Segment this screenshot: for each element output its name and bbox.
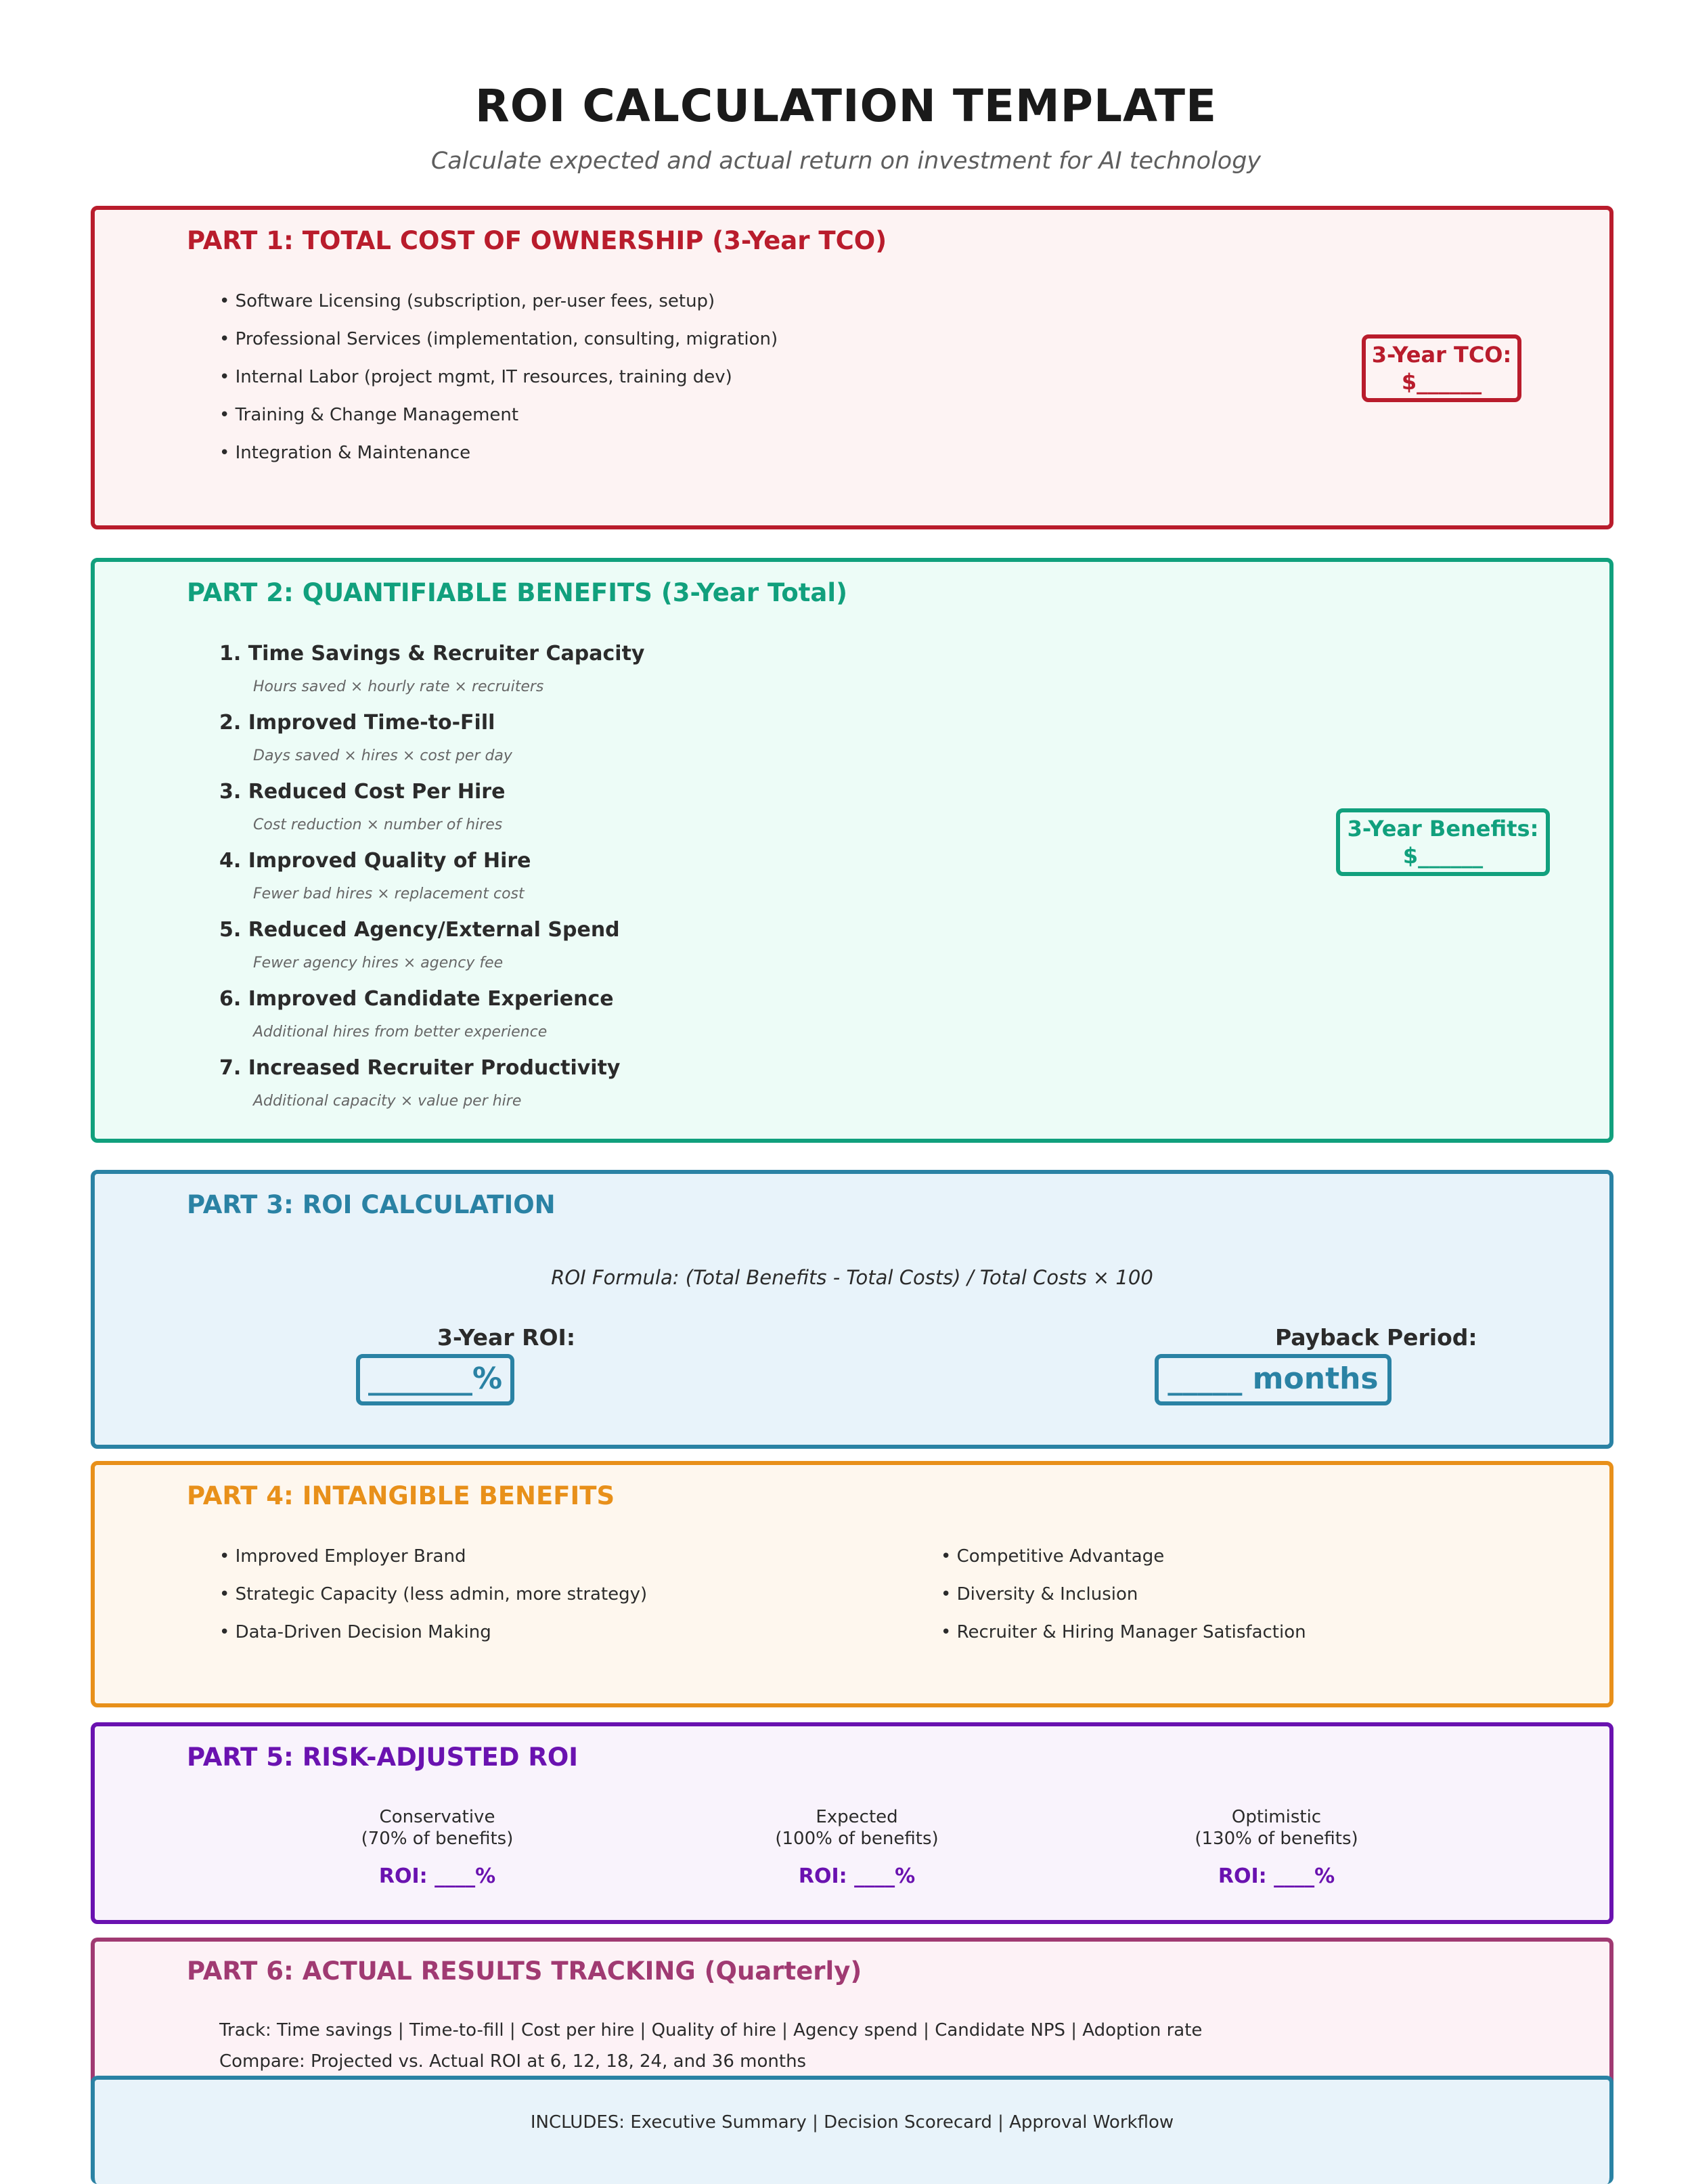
page-title: ROI CALCULATION TEMPLATE	[474, 80, 1218, 132]
benefits-total-value: $______	[1402, 843, 1484, 869]
scenario-name: Conservative	[379, 1807, 495, 1827]
part1-tco-panel	[91, 206, 1613, 529]
scenario-roi[interactable]: ROI: ____%	[1218, 1864, 1335, 1888]
benefit-formula: Days saved × hires × cost per day	[253, 747, 512, 764]
tracking-compare: Compare: Projected vs. Actual ROI at 6, 12, 18, 24, and 36 months	[219, 2051, 807, 2072]
roi-value-field[interactable]: _______%	[356, 1354, 514, 1405]
scenario-expected	[735, 1806, 979, 1850]
part5-title: PART 5: RISK-ADJUSTED ROI	[187, 1743, 579, 1772]
part6-title: PART 6: ACTUAL RESULTS TRACKING (Quarterly)	[187, 1957, 862, 1986]
tco-total-value: $______	[1401, 369, 1482, 395]
benefit-title: 1. Time Savings & Recruiter Capacity	[219, 642, 645, 665]
scenario-name: Optimistic	[1231, 1807, 1322, 1827]
tco-total-label: 3-Year TCO:	[1371, 342, 1512, 368]
benefits-total-label: 3-Year Benefits:	[1347, 816, 1539, 842]
benefit-title: 4. Improved Quality of Hire	[219, 849, 531, 873]
scenario-pct: (130% of benefits)	[1195, 1829, 1358, 1849]
benefit-formula: Additional capacity × value per hire	[253, 1093, 522, 1110]
benefit-formula: Hours saved × hourly rate × recruiters	[253, 678, 544, 695]
intangible-item: • Competitive Advantage	[941, 1546, 1165, 1567]
benefit-title: 3. Reduced Cost Per Hire	[219, 780, 506, 804]
intangible-item: • Diversity & Inclusion	[941, 1584, 1138, 1604]
scenario-pct: (100% of benefits)	[775, 1829, 939, 1849]
part5-risk-panel	[91, 1722, 1613, 1924]
scenario-roi[interactable]: ROI: ____%	[378, 1864, 496, 1888]
part2-title: PART 2: QUANTIFIABLE BENEFITS (3-Year Total)	[187, 578, 847, 607]
benefit-formula: Fewer bad hires × replacement cost	[253, 886, 525, 902]
tco-item: • Professional Services (implementation, consulting, migration)	[219, 329, 778, 349]
part4-title: PART 4: INTANGIBLE BENEFITS	[187, 1481, 615, 1510]
tracking-metrics: Track: Time savings | Time-to-fill | Cost per hire | Quality of hire | Agency spend | Candidate NPS | Adoption rate	[219, 2020, 1203, 2040]
intangible-item: • Strategic Capacity (less admin, more strategy)	[219, 1584, 648, 1604]
part3-roi-panel	[91, 1170, 1613, 1449]
tco-item: • Internal Labor (project mgmt, IT resources, training dev)	[219, 367, 732, 387]
part3-title: PART 3: ROI CALCULATION	[187, 1190, 556, 1219]
scenario-pct: (70% of benefits)	[361, 1829, 514, 1849]
benefit-formula: Fewer agency hires × agency fee	[253, 955, 504, 971]
page-subtitle: Calculate expected and actual return on investment for AI technology	[430, 148, 1262, 175]
intangible-item: • Improved Employer Brand	[219, 1546, 466, 1567]
roi-formula: ROI Formula: (Total Benefits - Total Costs) / Total Costs × 100	[551, 1266, 1153, 1289]
benefit-title: 6. Improved Candidate Experience	[219, 987, 614, 1011]
scenario-optimistic	[1155, 1806, 1398, 1850]
part1-title: PART 1: TOTAL COST OF OWNERSHIP (3-Year TCO)	[187, 226, 887, 255]
payback-value-field[interactable]: _____ months	[1155, 1354, 1392, 1405]
scenario-roi[interactable]: ROI: ____%	[798, 1864, 916, 1888]
benefit-title: 2. Improved Time-to-Fill	[219, 711, 495, 735]
intangible-item: • Recruiter & Hiring Manager Satisfaction	[941, 1622, 1306, 1642]
benefit-formula: Additional hires from better experience	[253, 1024, 548, 1041]
benefit-title: 5. Reduced Agency/External Spend	[219, 918, 620, 942]
includes-footer-panel	[91, 2076, 1613, 2184]
tco-item: • Training & Change Management	[219, 405, 519, 425]
scenario-name: Expected	[816, 1807, 898, 1827]
scenario-conservative	[315, 1806, 559, 1850]
tco-item: • Integration & Maintenance	[219, 443, 471, 463]
benefit-title: 7. Increased Recruiter Productivity	[219, 1056, 621, 1080]
includes-text: INCLUDES: Executive Summary | Decision Scorecard | Approval Workflow	[530, 2112, 1174, 2133]
intangible-item: • Data-Driven Decision Making	[219, 1622, 491, 1642]
part2-benefits-panel	[91, 558, 1613, 1143]
benefit-formula: Cost reduction × number of hires	[253, 816, 503, 833]
tco-total-field[interactable]	[1362, 334, 1521, 402]
roi-label: 3-Year ROI:	[437, 1324, 576, 1351]
benefits-total-field[interactable]	[1336, 808, 1550, 876]
tco-item: • Software Licensing (subscription, per-user fees, setup)	[219, 291, 715, 311]
payback-label: Payback Period:	[1275, 1324, 1477, 1351]
part4-intangible-panel	[91, 1461, 1613, 1707]
